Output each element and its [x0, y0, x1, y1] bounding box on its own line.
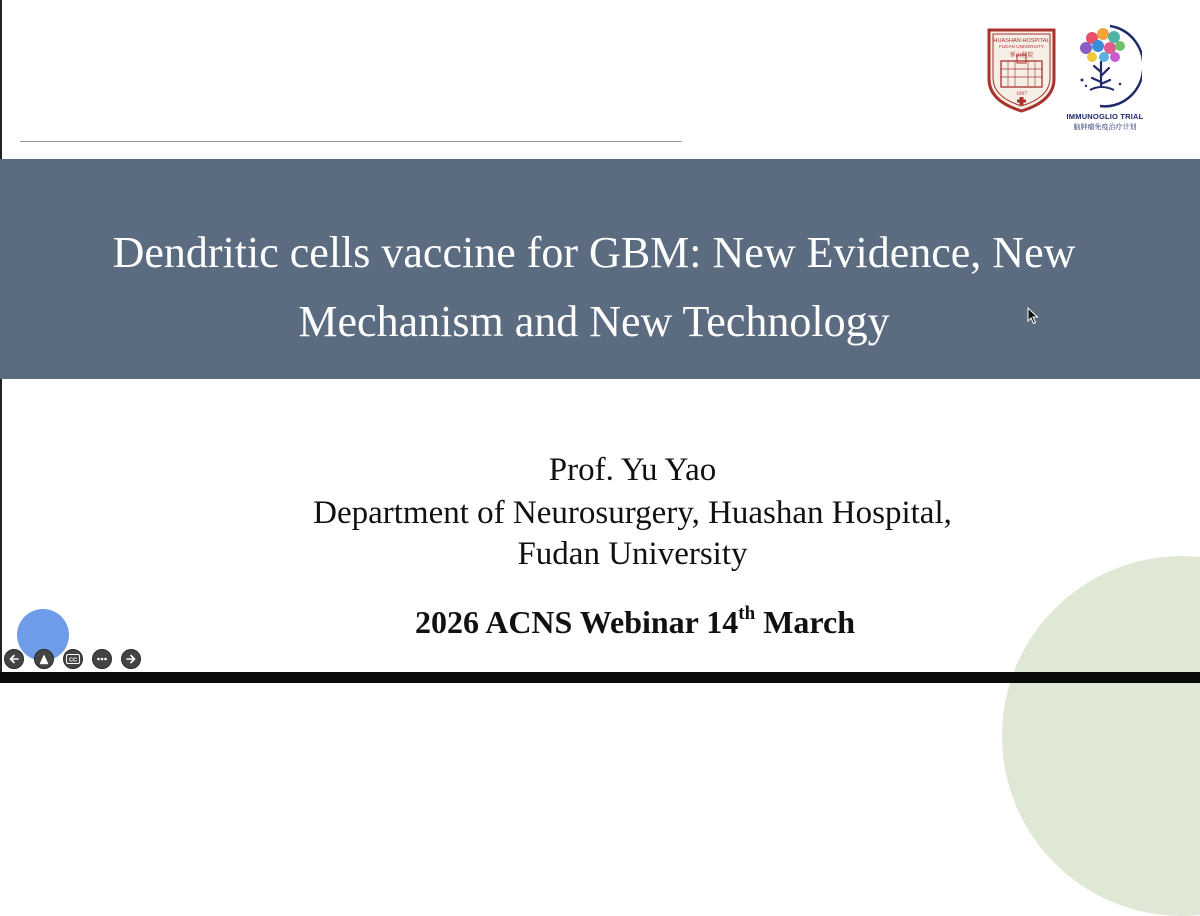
trial-logo: [1066, 24, 1144, 132]
header-divider: [20, 141, 682, 142]
more-options-button[interactable]: [92, 649, 112, 669]
previous-slide-button[interactable]: [4, 649, 24, 669]
slide-title-line-2: Mechanism and New Technology: [298, 297, 890, 346]
trial-logo-name: IMMUNOGLIO TRIAL: [1066, 112, 1144, 121]
pointer-icon: [38, 653, 50, 665]
trial-logo-chinese: 脑肿瘤免疫治疗计划: [1073, 123, 1137, 131]
presenter-department: Department of Neurosurgery, Huashan Hospital,: [313, 495, 952, 531]
next-slide-button[interactable]: [121, 649, 141, 669]
event-prefix: 2026 ACNS Webinar 14: [414, 604, 739, 640]
presenter-university: Fudan University: [517, 536, 748, 572]
next-icon: [125, 653, 137, 665]
captions-label: CC: [68, 657, 78, 664]
event-superscript: th: [738, 603, 756, 624]
slide-title-line-1: Dendritic cells vaccine for GBM: New Evidence, New: [112, 228, 1076, 277]
captions-icon: [66, 654, 80, 664]
pointer-tool-button[interactable]: [34, 649, 54, 669]
hospital-logo-chinese: 華山醫院: [1009, 52, 1034, 59]
hospital-logo: [986, 27, 1057, 113]
hospital-logo-subname: FUDAN UNIVERSITY: [999, 44, 1044, 49]
brain-tree-icon: [1070, 24, 1142, 110]
event-suffix: March: [755, 604, 856, 640]
presenter-name: Prof. Yu Yao: [548, 452, 717, 488]
screen-bottom-bar: [0, 672, 1200, 683]
hospital-crest-icon: [986, 27, 1057, 113]
hospital-logo-year: 1907: [1016, 91, 1027, 97]
previous-icon: [8, 653, 20, 665]
captions-button[interactable]: [63, 649, 83, 669]
hospital-logo-name: HUASHAN HOSPITAL: [993, 38, 1050, 44]
more-options-icon: [96, 653, 108, 665]
event-info: [0, 603, 1200, 641]
mouse-cursor-icon: [1027, 307, 1039, 325]
